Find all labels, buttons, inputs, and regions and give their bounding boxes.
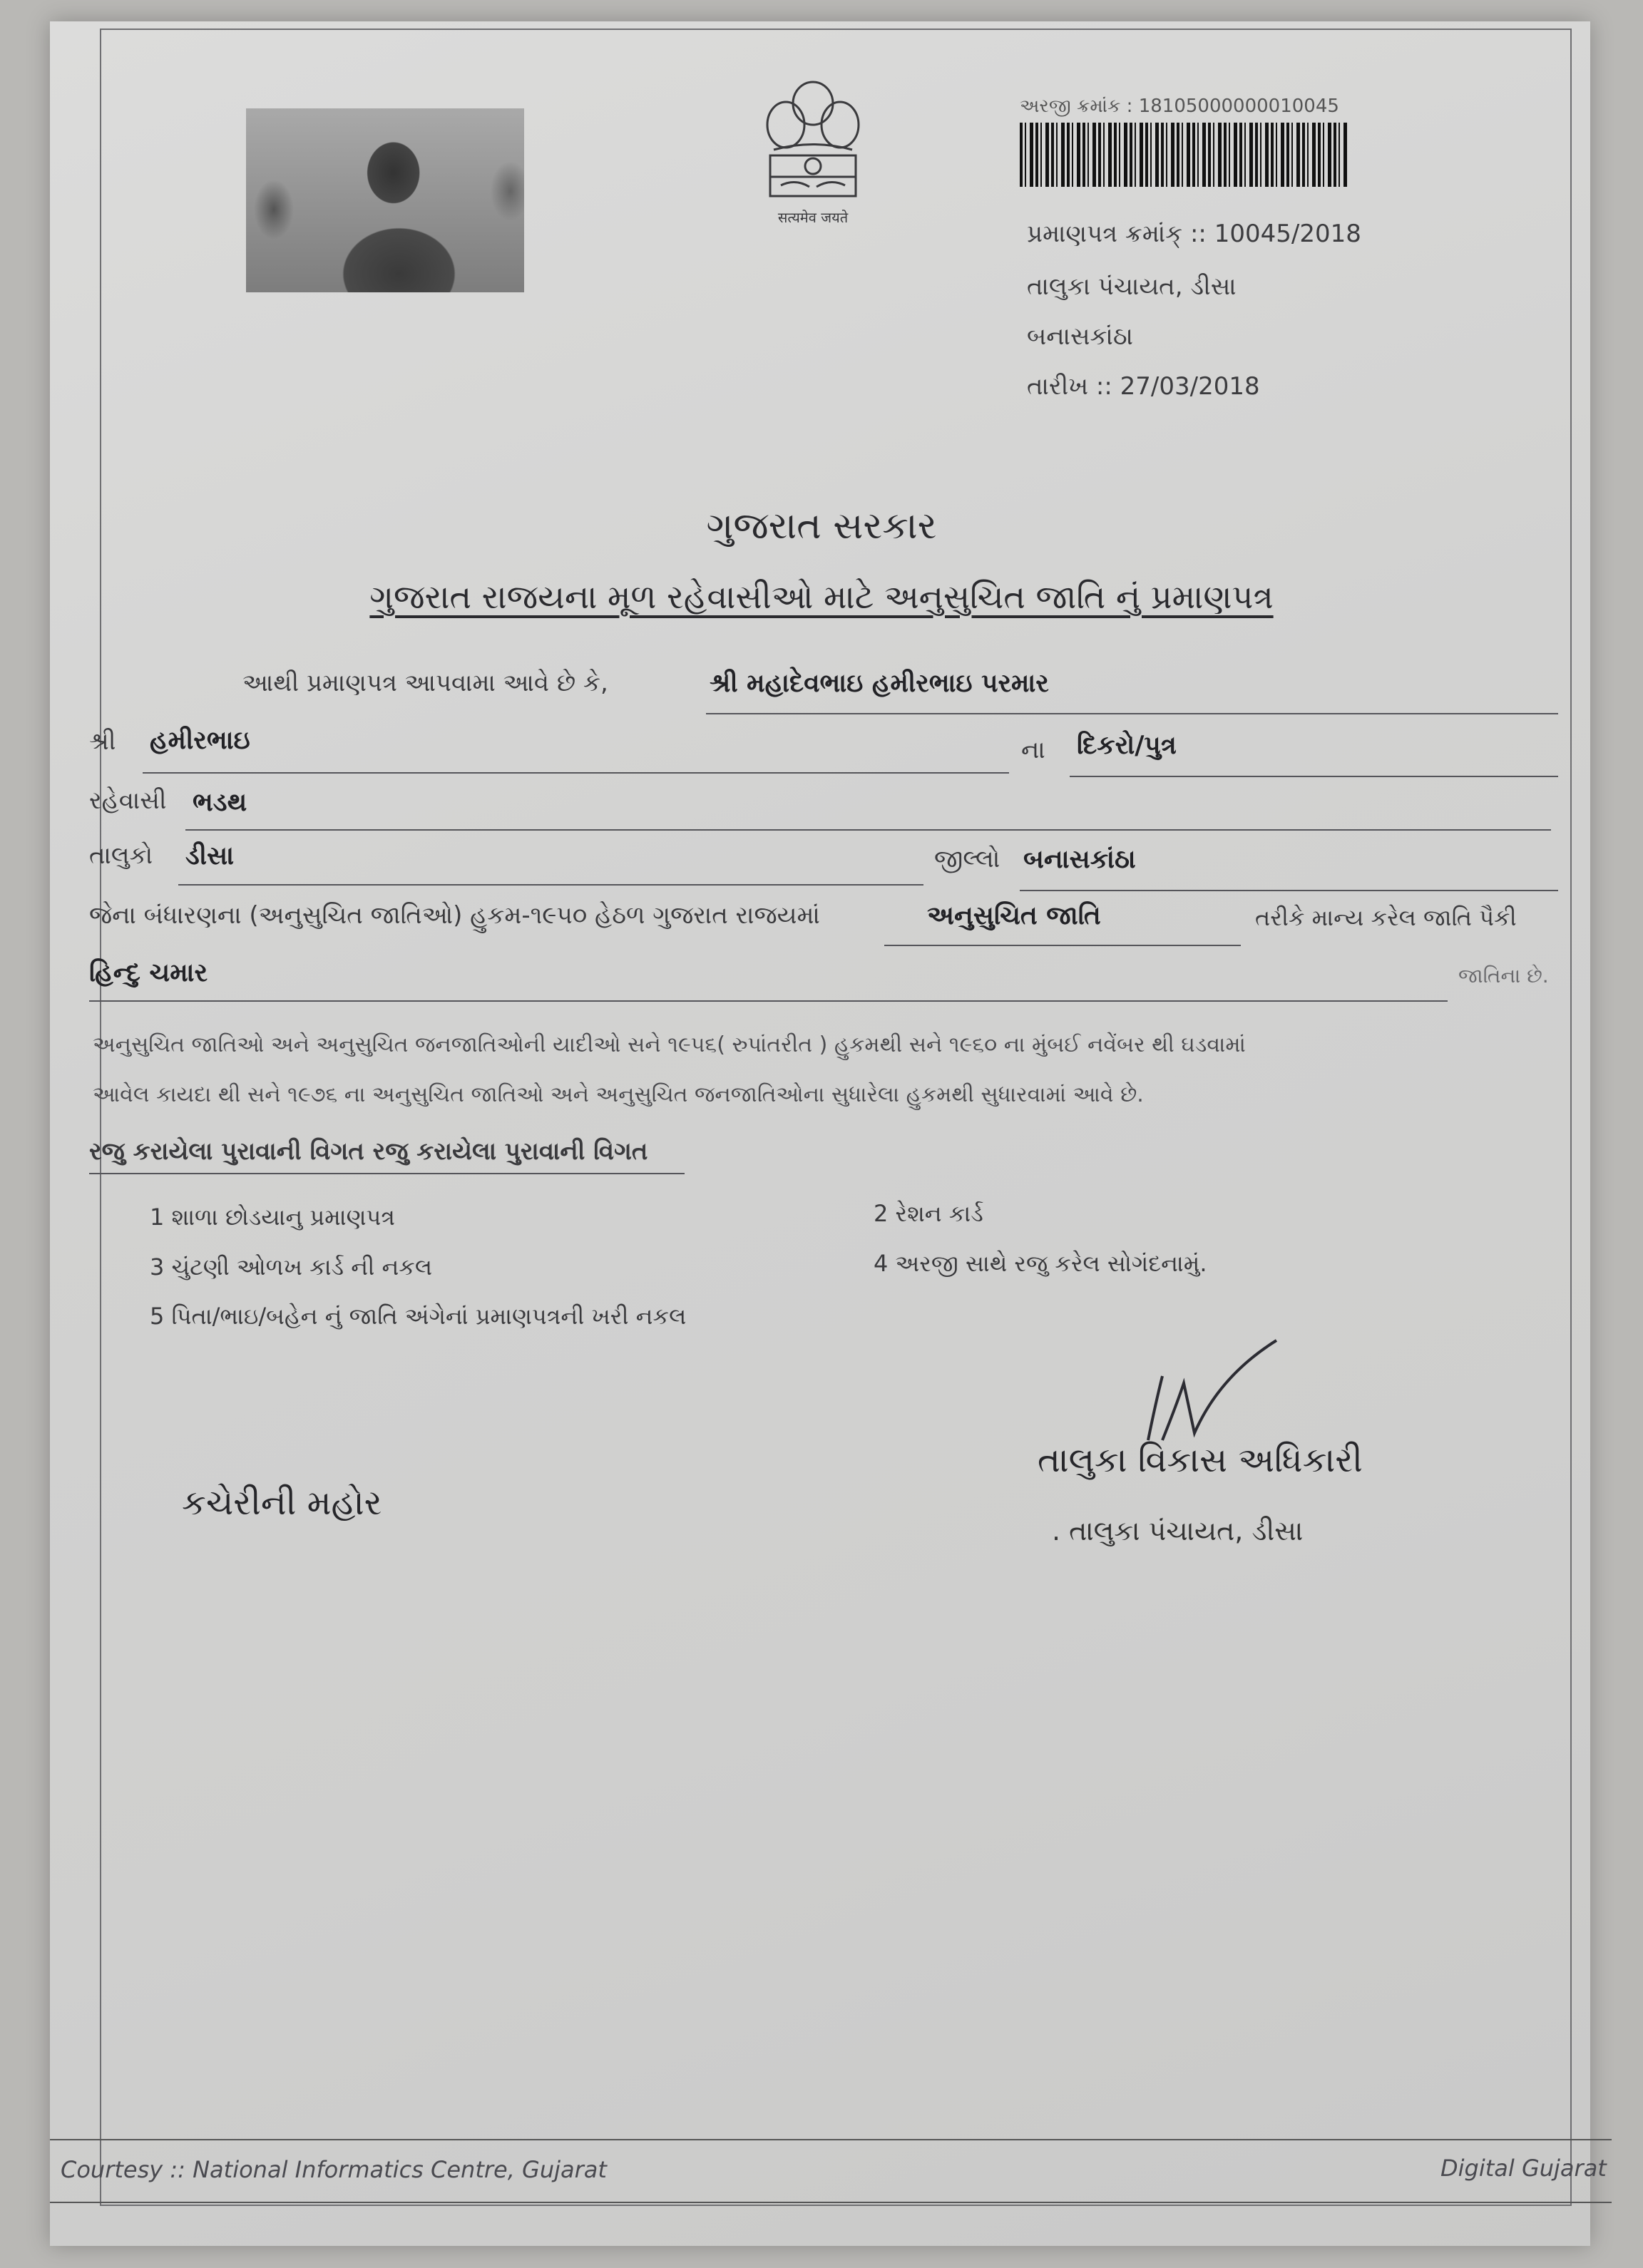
footer-top-line xyxy=(50,2139,1612,2140)
application-number: અરજી ક્રમાંક : 18105000000010045 xyxy=(1020,96,1339,117)
footer-bottom-line xyxy=(50,2202,1612,2203)
father-name-line xyxy=(143,772,1009,774)
father-label: શ્રી xyxy=(89,727,116,756)
footer-brand: Digital Gujarat xyxy=(1440,2155,1607,2182)
page-border xyxy=(100,29,1572,2206)
emblem-motto: सत्यमेव जयते xyxy=(777,209,849,226)
office-seal-label: કચેરીની મહોર xyxy=(182,1483,382,1523)
order-text: જેના બંધારણના (અનુસુચિત જાતિઓ) હુકમ-૧૯૫૦ હેઠળ ગુજરાત રાજયમાં xyxy=(89,901,820,930)
recognized-text: તરીકે માન્ય કરેલ જાતિ પૈકી xyxy=(1255,904,1517,931)
intro-text: આથી પ્રમાણપત્ર આપવામા આવે છે કે, xyxy=(242,669,608,697)
evidence-item: 2 રેશન કાર્ડ xyxy=(874,1200,983,1227)
national-emblem-icon xyxy=(742,71,884,242)
evidence-item: 5 પિતા/ભાઇ/બહેન નું જાતિ અંગેનાં પ્રમાણપત્રની ખરી નકલ xyxy=(150,1303,687,1330)
relation-label: ના xyxy=(1021,736,1045,764)
district-label: જીલ્લો xyxy=(934,845,1000,873)
applicant-name-line xyxy=(706,713,1558,714)
evidence-item: 3 ચુંટણી ઓળખ કાર્ડ ની નકલ xyxy=(150,1253,433,1281)
category-value: અનુસુચિત જાતિ xyxy=(927,901,1101,930)
caste-line xyxy=(89,1000,1448,1002)
government-title: ગુજરાત સરકાર xyxy=(706,505,937,548)
certificate-number: પ્રમાણપત્ર ક્રમાંક્ :: 10045/2018 xyxy=(1027,220,1361,248)
evidence-heading: રજુ કરાયેલા પુરાવાની વિગત રજુ કરાયેલા પુરાવાની વિગત xyxy=(89,1137,648,1166)
caste-suffix: જાતિના છે. xyxy=(1458,964,1549,987)
taluka-label: તાલુકો xyxy=(89,841,153,870)
relation-line xyxy=(1070,776,1558,777)
resident-value: ભડથ xyxy=(193,788,247,817)
resident-label: રહેવાસી xyxy=(89,786,167,815)
district-line xyxy=(1020,890,1558,891)
certificate-title: ગુજરાત રાજયના મૂળ રહેવાસીઓ માટે અનુસુચિત જાતિ નું પ્રમાણપત્ર xyxy=(369,578,1274,616)
issuing-district: બનાસકાંઠા xyxy=(1027,322,1133,351)
taluka-value: ડીસા xyxy=(185,841,235,871)
officer-office: . તાલુકા પંચાયત, ડીસા xyxy=(1052,1515,1304,1546)
issue-date: તારીખ :: 27/03/2018 xyxy=(1027,372,1260,401)
legal-text-line1: અનુસુચિત જાતિઓ અને અનુસુચિત જનજાતિઓની યાદીઓ સને ૧૯૫૬( રુપાંતરીત ) હુકમથી સને ૧૯૬૦ ના મુંબઈ નવેંબર થી ઘડવામાં xyxy=(93,1032,1246,1057)
legal-text-line2: આવેલ કાયદા થી સને ૧૯૭૬ ના અનુસુચિત જાતિઓ અને અનુસુચિત જનજાતિઓના સુધારેલા હુકમથી સુધારવામાં આવે છે. xyxy=(93,1082,1144,1107)
caste-value: હિન્દુ ચમાર xyxy=(89,958,208,987)
footer-courtesy: Courtesy :: National Informatics Centre, Gujarat xyxy=(61,2156,607,2183)
evidence-item: 1 શાળા છોડયાનુ પ્રમાણપત્ર xyxy=(150,1204,395,1231)
district-value: બનાસકાંઠા xyxy=(1023,845,1136,874)
evidence-heading-underline xyxy=(89,1173,685,1174)
applicant-name: શ્રી મહાદેવભાઇ હમીરભાઇ પરમાર xyxy=(710,669,1049,698)
issuing-office: તાલુકા પંચાયત, ડીસા xyxy=(1027,272,1237,301)
taluka-line xyxy=(178,884,923,886)
resident-line xyxy=(185,829,1551,831)
barcode xyxy=(1020,123,1348,187)
officer-title: તાલુકા વિકાસ અધિકારી xyxy=(1038,1440,1363,1480)
father-name: હમીરભાઇ xyxy=(150,726,250,755)
category-line xyxy=(884,945,1241,946)
applicant-photo xyxy=(246,108,524,292)
relation-value: દિકરો/પુત્ર xyxy=(1077,731,1177,760)
evidence-item: 4 અરજી સાથે રજુ કરેલ સોગંદનામું. xyxy=(874,1250,1207,1277)
